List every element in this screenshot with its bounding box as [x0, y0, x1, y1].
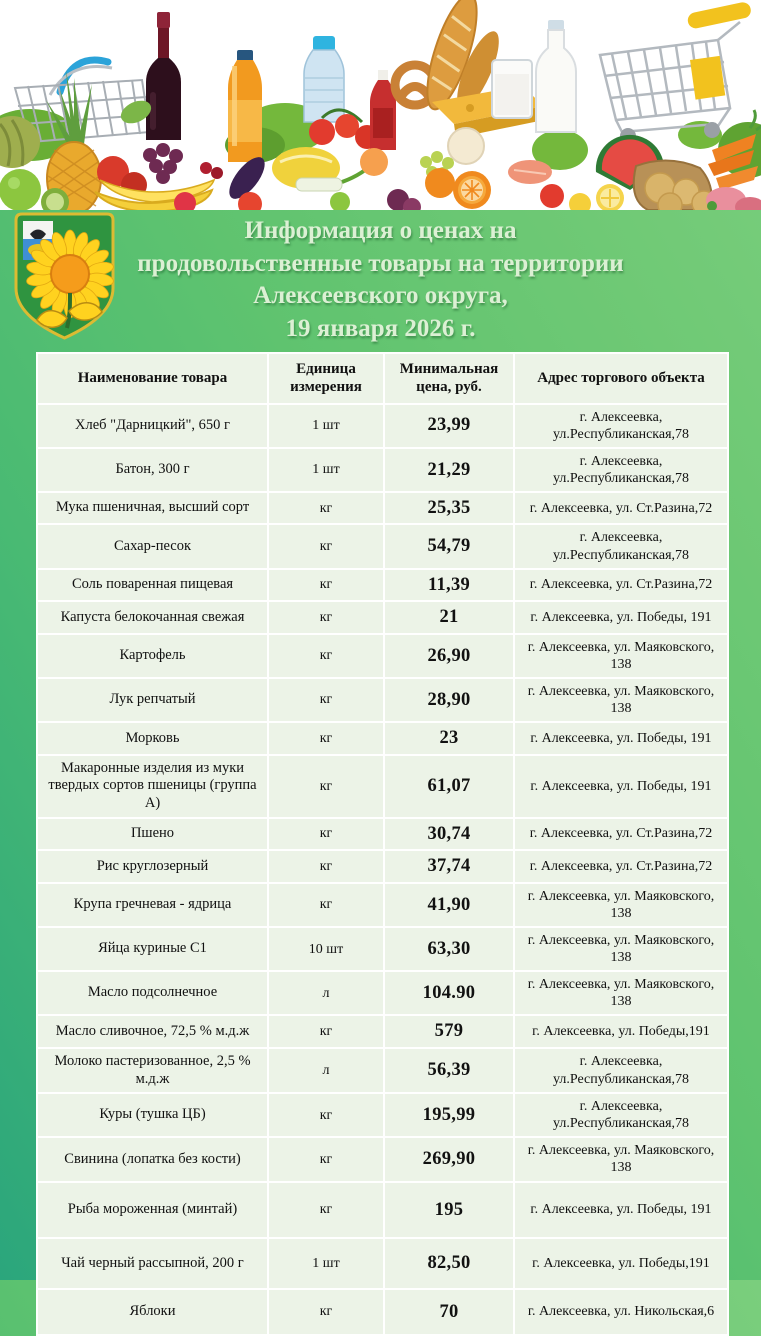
price-cell: 63,30 — [384, 927, 514, 971]
table-row — [37, 448, 728, 492]
price-cell: 11,39 — [384, 569, 514, 602]
price-cell: 269,90 — [384, 1137, 514, 1181]
address-cell: г. Алексеевка, ул. Маяковского, 138 — [514, 971, 728, 1015]
table-row — [37, 1015, 728, 1048]
product-name-cell: Мука пшеничная, высший сорт — [37, 492, 268, 525]
address-cell: г. Алексеевка, ул. Ст.Разина,72 — [514, 850, 728, 883]
price-cell: 104.90 — [384, 971, 514, 1015]
price-cell: 195,99 — [384, 1093, 514, 1137]
unit-cell: кг — [268, 1093, 384, 1137]
price-cell: 37,74 — [384, 850, 514, 883]
table-row — [37, 634, 728, 678]
price-cell: 28,90 — [384, 678, 514, 722]
address-cell: г. Алексеевка, ул. Маяковского, 138 — [514, 883, 728, 927]
product-name-cell: Крупа гречневая - ядрица — [37, 883, 268, 927]
product-name-cell: Макаронные изделия из муки твердых сортов пшеницы (группа А) — [37, 755, 268, 818]
table-row — [37, 678, 728, 722]
table-row — [37, 524, 728, 568]
product-name-cell: Свинина (лопатка без кости) — [37, 1137, 268, 1181]
address-cell: г. Алексеевка, ул.Республиканская,78 — [514, 448, 728, 492]
product-name-cell: Пшено — [37, 818, 268, 851]
unit-cell: кг — [268, 492, 384, 525]
table-row — [37, 850, 728, 883]
product-name-cell: Масло сливочное, 72,5 % м.д.ж — [37, 1015, 268, 1048]
title-line-2: продовольственные товары на территории — [137, 249, 624, 277]
price-table — [36, 352, 729, 1336]
price-cell: 21,29 — [384, 448, 514, 492]
product-name-cell: Масло подсолнечное — [37, 971, 268, 1015]
col-header-price: Минимальная цена, руб. — [384, 353, 514, 404]
table-row — [37, 1093, 728, 1137]
address-cell: г. Алексеевка, ул. Победы, 191 — [514, 1182, 728, 1239]
address-cell: г. Алексеевка, ул.Республиканская,78 — [514, 524, 728, 568]
price-cell: 23 — [384, 722, 514, 755]
unit-cell: кг — [268, 601, 384, 634]
unit-cell: кг — [268, 569, 384, 602]
table-row — [37, 1048, 728, 1093]
camembert — [448, 128, 484, 164]
address-cell: г. Алексеевка, ул. Маяковского, 138 — [514, 678, 728, 722]
price-cell: 82,50 — [384, 1238, 514, 1289]
product-name-cell: Батон, 300 г — [37, 448, 268, 492]
price-cell: 30,74 — [384, 818, 514, 851]
col-header-product: Наименование товара — [37, 353, 268, 404]
unit-cell: л — [268, 1048, 384, 1093]
table-row — [37, 601, 728, 634]
green-onion — [296, 178, 342, 191]
product-name-cell: Картофель — [37, 634, 268, 678]
address-cell: г. Алексеевка, ул.Республиканская,78 — [514, 404, 728, 448]
unit-cell: кг — [268, 1015, 384, 1048]
address-cell: г. Алексеевка, ул. Маяковского, 138 — [514, 1137, 728, 1181]
product-name-cell: Сахар-песок — [37, 524, 268, 568]
address-cell: г. Алексеевка, ул. Победы, 191 — [514, 601, 728, 634]
address-cell: г. Алексеевка, ул. Никольская,6 — [514, 1289, 728, 1336]
product-name-cell: Хлеб "Дарницкий", 650 г — [37, 404, 268, 448]
price-cell: 195 — [384, 1182, 514, 1239]
unit-cell: 1 шт — [268, 1238, 384, 1289]
product-name-cell: Молоко пастеризованное, 2,5 % м.д.ж — [37, 1048, 268, 1093]
unit-cell: кг — [268, 850, 384, 883]
header-band — [0, 210, 761, 350]
product-name-cell: Чай черный рассыпной, 200 г — [37, 1238, 268, 1289]
unit-cell: 1 шт — [268, 448, 384, 492]
orange — [425, 168, 455, 198]
price-cell: 56,39 — [384, 1048, 514, 1093]
product-name-cell: Куры (тушка ЦБ) — [37, 1093, 268, 1137]
unit-cell: кг — [268, 755, 384, 818]
price-cell: 579 — [384, 1015, 514, 1048]
price-cell: 25,35 — [384, 492, 514, 525]
peach — [360, 148, 388, 176]
title-line-4: 19 января 2026 г. — [285, 314, 476, 342]
address-cell: г. Алексеевка, ул. Маяковского, 138 — [514, 634, 728, 678]
unit-cell: кг — [268, 524, 384, 568]
table-row — [37, 883, 728, 927]
table-row — [37, 755, 728, 818]
price-cell: 23,99 — [384, 404, 514, 448]
table-row — [37, 927, 728, 971]
price-cell: 41,90 — [384, 883, 514, 927]
address-cell: г. Алексеевка, ул. Победы, 191 — [514, 755, 728, 818]
price-cell: 26,90 — [384, 634, 514, 678]
unit-cell: 1 шт — [268, 404, 384, 448]
table-row — [37, 1182, 728, 1239]
table-header-row — [37, 353, 728, 404]
address-cell: г. Алексеевка, ул.Республиканская,78 — [514, 1093, 728, 1137]
col-header-address: Адрес торгового объекта — [514, 353, 728, 404]
grocery-banner-illustration — [0, 0, 761, 210]
cherry — [200, 162, 212, 174]
address-cell: г. Алексеевка, ул. Маяковского, 138 — [514, 927, 728, 971]
product-name-cell: Рис круглозерный — [37, 850, 268, 883]
table-row — [37, 971, 728, 1015]
unit-cell: кг — [268, 634, 384, 678]
unit-cell: кг — [268, 722, 384, 755]
unit-cell: кг — [268, 1289, 384, 1336]
product-name-cell: Соль поваренная пищевая — [37, 569, 268, 602]
address-cell: г. Алексеевка, ул.Республиканская,78 — [514, 1048, 728, 1093]
table-row — [37, 1137, 728, 1181]
unit-cell: л — [268, 971, 384, 1015]
price-cell: 21 — [384, 601, 514, 634]
address-cell: г. Алексеевка, ул. Победы,191 — [514, 1238, 728, 1289]
grocery-photo-banner — [0, 0, 761, 210]
table-row — [37, 1289, 728, 1336]
price-cell: 54,79 — [384, 524, 514, 568]
table-row — [37, 569, 728, 602]
coat-of-arms — [8, 210, 121, 344]
unit-cell: кг — [268, 1137, 384, 1181]
address-cell: г. Алексеевка, ул. Победы,191 — [514, 1015, 728, 1048]
title-line-3: Алексеевского округа, — [253, 282, 508, 309]
unit-cell: 10 шт — [268, 927, 384, 971]
table-row — [37, 722, 728, 755]
table-row — [37, 404, 728, 448]
product-name-cell: Морковь — [37, 722, 268, 755]
title-line-1: Информация о ценах на — [244, 217, 517, 244]
address-cell: г. Алексеевка, ул. Ст.Разина,72 — [514, 569, 728, 602]
unit-cell: кг — [268, 1182, 384, 1239]
price-table-body — [37, 404, 728, 1336]
price-cell: 61,07 — [384, 755, 514, 818]
product-name-cell: Лук репчатый — [37, 678, 268, 722]
price-cell: 70 — [384, 1289, 514, 1336]
address-cell: г. Алексеевка, ул. Победы, 191 — [514, 722, 728, 755]
product-name-cell: Рыба мороженная (минтай) — [37, 1182, 268, 1239]
unit-cell: кг — [268, 883, 384, 927]
table-row — [37, 1238, 728, 1289]
address-cell: г. Алексеевка, ул. Ст.Разина,72 — [514, 818, 728, 851]
address-cell: г. Алексеевка, ул. Ст.Разина,72 — [514, 492, 728, 525]
unit-cell: кг — [268, 818, 384, 851]
table-row — [37, 492, 728, 525]
table-row — [37, 818, 728, 851]
product-name-cell: Капуста белокочанная свежая — [37, 601, 268, 634]
product-name-cell: Яблоки — [37, 1289, 268, 1336]
unit-cell: кг — [268, 678, 384, 722]
col-header-unit: Единица измерения — [268, 353, 384, 404]
milk-glass — [492, 60, 532, 118]
product-name-cell: Яйца куриные С1 — [37, 927, 268, 971]
